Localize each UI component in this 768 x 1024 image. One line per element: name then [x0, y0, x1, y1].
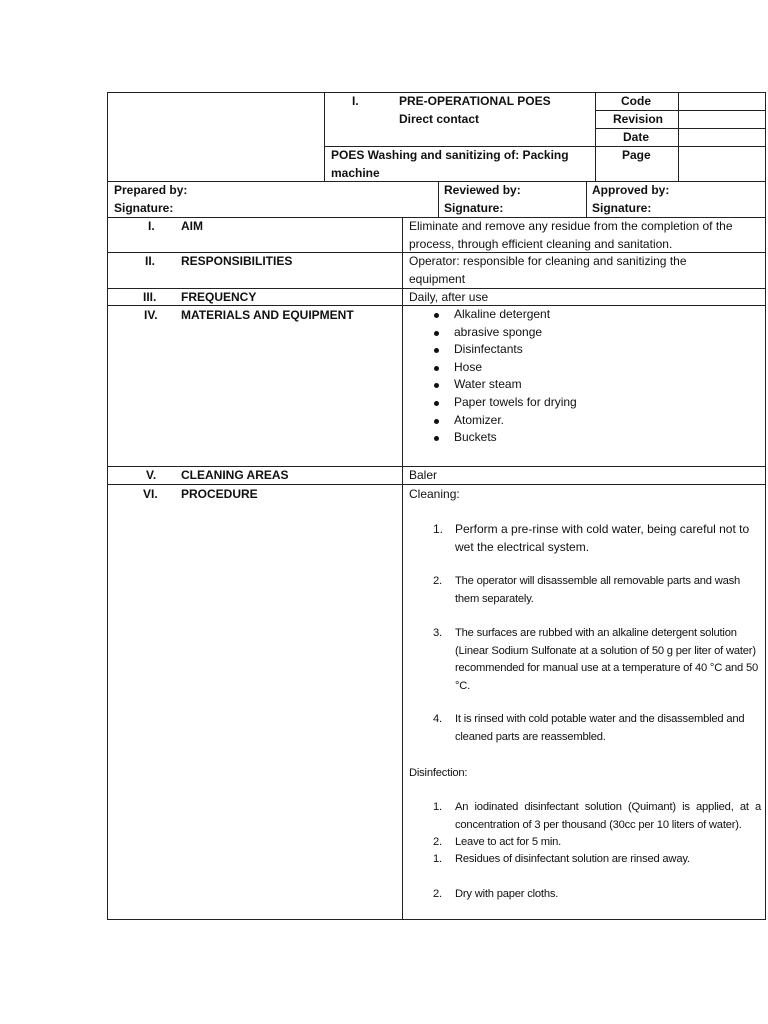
aim-content: Eliminate and remove any residue from the completion of the process, through efficient cleaning and sanitation. — [409, 219, 733, 251]
list-item: Buckets — [408, 429, 758, 447]
poes-title: POES Washing and sanitizing of: Packing machine — [331, 148, 569, 180]
row-label-procedure: PROCEDURE — [181, 487, 258, 501]
header-divider-mid — [595, 92, 596, 181]
frequency-content: Daily, after use — [409, 290, 489, 304]
bullet-icon — [434, 401, 439, 406]
disinfection-heading: Disinfection: — [409, 767, 468, 779]
list-item: Disinfectants — [408, 341, 758, 359]
row-label-responsibilities: RESPONSIBILITIES — [181, 254, 293, 268]
row-number-aim: I. — [148, 219, 155, 233]
list-item: Alkaline detergent — [408, 306, 758, 324]
list-item: Water steam — [408, 376, 758, 394]
cleaning-heading: Cleaning: — [409, 487, 460, 501]
bullet-icon — [434, 419, 439, 424]
bullet-icon — [434, 366, 439, 371]
bullet-icon — [434, 383, 439, 388]
procedure-content: Cleaning: 1. Perform a pre-rinse with cold water, being careful not to wet the electrical system. 2. The operator will disassemble all removable parts and wash them separately. 3. The surfaces are rubbed with an alkaline detergent solution (Linear Sodium Sulfonate at a solution of 50 g per liter of water) recommended for manual use at a temperature of 40 °C and 50 °C. 4. It is rinsed with cold potable water and the disassembled and cleaned parts are reassembled. Disinfection: 1. An iodinated disinfectant solution (Quimant) is applied, at a concentration of 3 per thousand (30cc per 10 liters of water). 2. Leave to act for 5 min. 1. Residues of disinfectant solution are rinsed away. 2. Dry with paper cloths. — [409, 487, 761, 900]
approved-signature-label: Signature: — [592, 201, 652, 215]
approved-by-label: Approved by: — [592, 183, 670, 197]
signoff-divider-1 — [438, 181, 439, 217]
header-divider-left — [324, 92, 325, 181]
header-subtitle: Direct contact — [399, 112, 480, 126]
code-label: Code — [621, 94, 651, 108]
row-label-frequency: FREQUENCY — [181, 290, 257, 304]
header-divider-right — [678, 92, 679, 181]
row-number-responsibilities: II. — [145, 254, 156, 268]
row-number-frequency: III. — [143, 290, 157, 304]
date-label: Date — [623, 130, 650, 144]
page-label: Page — [622, 148, 651, 162]
list-item: Paper towels for drying — [408, 394, 758, 412]
bullet-icon — [434, 331, 439, 336]
materials-list — [408, 306, 758, 447]
header-title: PRE-OPERATIONAL POES — [399, 94, 551, 108]
list-item: Hose — [408, 359, 758, 377]
bullet-icon — [434, 313, 439, 318]
header-row-line-2 — [595, 128, 766, 129]
row-label-materials: MATERIALS AND EQUIPMENT — [181, 308, 354, 322]
row-number-cleaning-areas: V. — [146, 468, 157, 482]
row-label-aim: AIM — [181, 219, 203, 233]
reviewed-by-label: Reviewed by: — [444, 183, 521, 197]
list-item: abrasive sponge — [408, 324, 758, 342]
revision-label: Revision — [613, 112, 664, 126]
responsibilities-content: Operator: responsible for cleaning and sanitizing the equipment — [409, 254, 687, 286]
bullet-icon — [434, 436, 439, 441]
cleaning-areas-content: Baler — [409, 468, 438, 482]
row-number-procedure: VI. — [143, 487, 158, 501]
row-number-materials: IV. — [144, 308, 158, 322]
signoff-divider-2 — [586, 181, 587, 217]
prepared-by-label: Prepared by: — [114, 183, 188, 197]
row-label-cleaning-areas: CLEANING AREAS — [181, 468, 289, 482]
bullet-icon — [434, 348, 439, 353]
reviewed-signature-label: Signature: — [444, 201, 504, 215]
header-section-number: I. — [352, 94, 359, 108]
list-item: Atomizer. — [408, 412, 758, 430]
prepared-signature-label: Signature: — [114, 201, 174, 215]
